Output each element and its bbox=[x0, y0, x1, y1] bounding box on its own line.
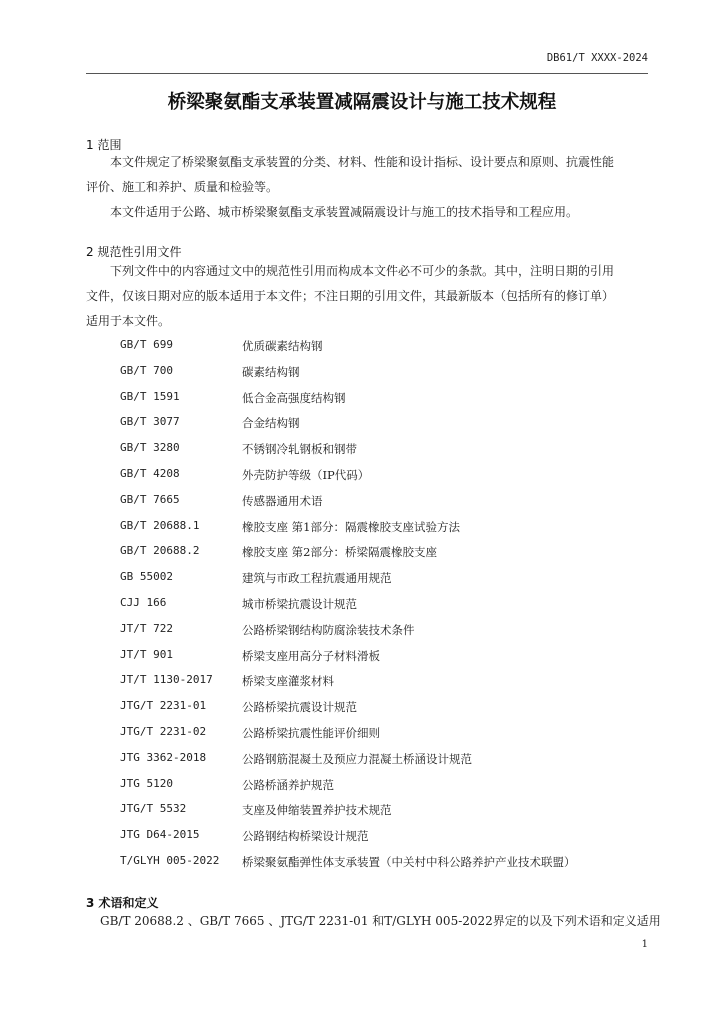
reference-row bbox=[0, 802, 724, 820]
reference-row bbox=[0, 364, 724, 382]
reference-row bbox=[0, 828, 724, 846]
reference-row bbox=[0, 854, 724, 872]
reference-code: T/GLYH 005-2022 bbox=[120, 854, 220, 867]
section-1-para-1-line-2: 评价、施工和养护、质量和检验等。 bbox=[86, 180, 279, 194]
reference-row bbox=[0, 622, 724, 640]
reference-row bbox=[0, 777, 724, 795]
section-3-body bbox=[100, 909, 664, 934]
reference-code: JT/T 1130-2017 bbox=[120, 673, 213, 687]
reference-code: GB/T 3280 bbox=[120, 441, 180, 455]
reference-row bbox=[0, 673, 724, 691]
reference-code: JT/T 901 bbox=[120, 647, 173, 661]
reference-title: 碳素结构钢 bbox=[242, 364, 300, 379]
reference-row bbox=[0, 390, 724, 408]
reference-row bbox=[0, 441, 724, 459]
section-3-para-line-1: GB/T 20688.2 、GB/T 7665 、JTG/T 2231-01 和T/GLYH 005-2022界定的以及下列术语和定义适用 bbox=[100, 914, 661, 928]
reference-row bbox=[0, 519, 724, 537]
reference-title: 低合金高强度结构钢 bbox=[242, 390, 346, 405]
section-1-para-2: 本文件适用于公路、城市桥梁聚氨酯支承装置减隔震设计与施工的技术指导和工程应用。 bbox=[110, 205, 579, 219]
reference-title: 公路桥梁抗震性能评价细则 bbox=[242, 726, 380, 740]
reference-title: 桥梁支座用高分子材料滑板 bbox=[242, 648, 380, 663]
reference-code: GB/T 700 bbox=[120, 363, 173, 377]
reference-row bbox=[0, 751, 724, 769]
reference-row bbox=[0, 467, 724, 485]
reference-title: 城市桥梁抗震设计规范 bbox=[242, 597, 357, 611]
reference-title: 优质碳素结构钢 bbox=[242, 339, 323, 353]
page-number: 1 bbox=[641, 939, 648, 950]
reference-code: GB/T 3077 bbox=[120, 415, 180, 429]
section-2-para-line-1: 下列文件中的内容通过文中的规范性引用而构成本文件必不可少的条款。其中，注明日期的引用 bbox=[110, 264, 615, 278]
reference-title: 外壳防护等级（IP代码） bbox=[242, 468, 370, 482]
reference-row bbox=[0, 338, 724, 356]
section-2-para-line-2: 文件，仅该日期对应的版本适用于本文件；不注日期的引用文件，其最新版本（包括所有的修订单） bbox=[86, 289, 615, 303]
reference-title: 公路桥涵养护规范 bbox=[242, 777, 334, 792]
reference-code: GB/T 4208 bbox=[120, 467, 180, 480]
reference-code: JTG/T 5532 bbox=[120, 802, 187, 816]
section-2-body bbox=[86, 259, 650, 334]
reference-code: JTG 3362-2018 bbox=[120, 750, 207, 764]
reference-row bbox=[0, 725, 724, 743]
reference-title: 支座及伸缩装置养护技术规范 bbox=[242, 803, 392, 818]
reference-row bbox=[0, 570, 724, 588]
reference-title: 公路桥梁钢结构防腐涂装技术条件 bbox=[242, 622, 415, 637]
reference-title: 橡胶支座 第1部分：隔震橡胶支座试验方法 bbox=[242, 519, 460, 534]
section-3-heading: 3 术语和定义 bbox=[86, 896, 159, 910]
reference-code: JT/T 722 bbox=[120, 621, 173, 635]
section-1-body bbox=[86, 150, 650, 225]
reference-title: 传感器通用术语 bbox=[242, 493, 323, 508]
reference-code: CJJ 166 bbox=[120, 596, 167, 609]
section-1-para-1-line-1: 本文件规定了桥梁聚氨酯支承装置的分类、材料、性能和设计指标、设计要点和原则、抗震性能 bbox=[110, 155, 615, 169]
reference-row bbox=[0, 648, 724, 666]
reference-title: 不锈钢冷轧钢板和钢带 bbox=[242, 442, 357, 457]
reference-code: GB/T 7665 bbox=[120, 492, 180, 506]
section-1-heading: 1 范围 bbox=[86, 138, 122, 152]
reference-row bbox=[0, 699, 724, 717]
reference-row bbox=[0, 493, 724, 511]
reference-code: GB/T 1591 bbox=[120, 389, 180, 403]
reference-title: 合金结构钢 bbox=[242, 416, 300, 431]
reference-title: 橡胶支座 第2部分：桥梁隔震橡胶支座 bbox=[242, 545, 437, 560]
standard-code: DB61/T XXXX-2024 bbox=[546, 52, 648, 64]
reference-code: GB/T 20688.1 bbox=[120, 518, 200, 532]
reference-row bbox=[0, 596, 724, 614]
reference-title: 桥梁聚氨酯弹性体支承装置（中关村中科公路养护产业技术联盟） bbox=[242, 855, 576, 869]
reference-title: 建筑与市政工程抗震通用规范 bbox=[242, 571, 392, 586]
document-title: 桥梁聚氨酯支承装置减隔震设计与施工技术规程 bbox=[167, 92, 557, 113]
reference-code: GB 55002 bbox=[120, 570, 173, 584]
reference-row bbox=[0, 415, 724, 433]
reference-code: GB/T 20688.2 bbox=[120, 544, 200, 558]
section-2-para-line-3: 适用于本文件。 bbox=[86, 314, 171, 328]
reference-row bbox=[0, 544, 724, 562]
reference-code: GB/T 699 bbox=[120, 338, 173, 351]
reference-code: JTG/T 2231-02 bbox=[120, 725, 207, 738]
header-divider bbox=[86, 73, 648, 74]
section-2-heading: 2 规范性引用文件 bbox=[86, 245, 182, 259]
reference-title: 公路钢筋混凝土及预应力混凝土桥涵设计规范 bbox=[242, 751, 472, 766]
reference-code: JTG D64-2015 bbox=[120, 828, 200, 842]
reference-code: JTG/T 2231-01 bbox=[120, 699, 207, 713]
reference-title: 桥梁支座灌浆材料 bbox=[242, 674, 334, 689]
reference-code: JTG 5120 bbox=[120, 776, 173, 790]
reference-title: 公路桥梁抗震设计规范 bbox=[242, 700, 357, 715]
reference-title: 公路钢结构桥梁设计规范 bbox=[242, 829, 369, 844]
